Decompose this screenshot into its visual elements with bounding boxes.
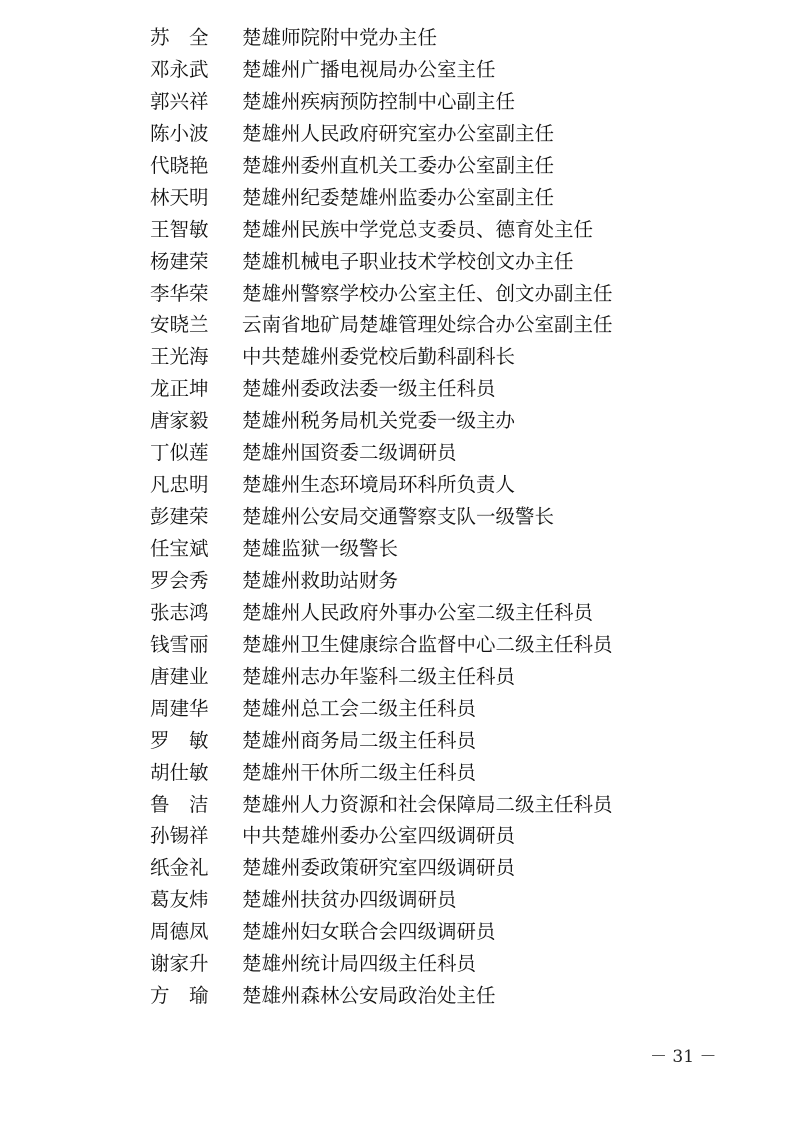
person-name: 罗会秀	[150, 568, 209, 592]
person-name: 彭建荣	[150, 505, 209, 529]
person-title: 楚雄州人民政府外事办公室二级主任科员	[242, 600, 594, 624]
person-title: 楚雄州纪委楚雄州监委办公室副主任	[242, 185, 555, 209]
list-item	[150, 980, 710, 1012]
list-item	[150, 373, 710, 405]
person-name: 张志鸿	[150, 600, 209, 624]
list-item	[150, 597, 710, 629]
person-title: 楚雄州广播电视局办公室主任	[242, 57, 496, 81]
list-item	[150, 54, 710, 86]
list-item	[150, 725, 710, 757]
person-title: 楚雄州国资委二级调研员	[242, 441, 457, 465]
person-title: 楚雄州疾病预防控制中心副主任	[242, 89, 516, 113]
person-name: 谢家升	[150, 952, 209, 976]
person-title: 云南省地矿局楚雄管理处综合办公室副主任	[242, 313, 613, 337]
person-title: 楚雄州警察学校办公室主任、创文办副主任	[242, 281, 613, 305]
person-title: 楚雄州干休所二级主任科员	[242, 760, 477, 784]
list-item	[150, 341, 710, 373]
list-item	[150, 789, 710, 821]
list-item	[150, 852, 710, 884]
person-title: 楚雄州妇女联合会四级调研员	[242, 920, 496, 944]
list-item	[150, 820, 710, 852]
person-name: 钱雪丽	[150, 632, 209, 656]
person-title: 楚雄州委政法委一级主任科员	[242, 377, 496, 401]
person-title: 中共楚雄州委党校后勤科副科长	[242, 345, 516, 369]
person-name: 罗 敏	[150, 728, 209, 752]
person-name: 安晓兰	[150, 313, 209, 337]
list-item	[150, 501, 710, 533]
person-name: 李华荣	[150, 281, 209, 305]
person-title: 楚雄州志办年鉴科二级主任科员	[242, 664, 516, 688]
person-title: 楚雄监狱一级警长	[242, 537, 399, 560]
person-name: 周德凤	[150, 920, 209, 944]
person-title: 楚雄州人民政府研究室办公室副主任	[242, 121, 555, 145]
person-name: 凡忠明	[150, 473, 209, 497]
person-title: 楚雄州民族中学党总支委员、德育处主任	[242, 217, 594, 241]
person-title: 楚雄州救助站财务	[242, 568, 399, 592]
person-title: 楚雄州森林公安局政治处主任	[242, 984, 496, 1008]
list-item	[150, 916, 710, 948]
person-title: 楚雄州扶贫办四级调研员	[242, 888, 457, 912]
person-name: 王智敏	[150, 217, 209, 241]
person-title: 楚雄州税务局机关党委一级主办	[242, 409, 516, 433]
person-name: 唐建业	[150, 664, 209, 688]
list-item	[150, 182, 710, 214]
list-item	[150, 469, 710, 501]
list-item	[150, 150, 710, 182]
list-item	[150, 214, 710, 246]
person-title: 楚雄州委政策研究室四级调研员	[242, 856, 516, 880]
list-item	[150, 565, 710, 597]
list-item	[150, 884, 710, 916]
list-item	[150, 405, 710, 437]
person-title: 中共楚雄州委办公室四级调研员	[242, 824, 516, 848]
person-name: 苏 全	[150, 26, 209, 49]
person-name: 胡仕敏	[150, 760, 209, 784]
person-name: 林天明	[150, 185, 209, 209]
person-name: 代晓艳	[150, 153, 209, 177]
person-title: 楚雄州人力资源和社会保障局二级主任科员	[242, 792, 613, 816]
list-item	[150, 118, 710, 150]
person-name: 任宝斌	[150, 537, 209, 560]
person-name: 杨建荣	[150, 249, 209, 273]
person-name: 纸金礼	[150, 856, 209, 880]
person-name: 邓永武	[150, 57, 209, 81]
list-item	[150, 757, 710, 789]
page-number: － 31 －	[650, 1047, 717, 1067]
list-item	[150, 693, 710, 725]
person-title: 楚雄州统计局四级主任科员	[242, 952, 477, 976]
list-item	[150, 278, 710, 310]
list-item	[150, 661, 710, 693]
person-name: 方 瑜	[150, 984, 209, 1008]
person-name: 王光海	[150, 345, 209, 369]
person-title: 楚雄机械电子职业技术学校创文办主任	[242, 249, 574, 273]
list-item	[150, 629, 710, 661]
person-name: 唐家毅	[150, 409, 209, 433]
list-item	[150, 437, 710, 469]
personnel-list	[150, 22, 710, 1012]
person-name: 葛友炜	[150, 888, 209, 912]
person-title: 楚雄师院附中党办主任	[242, 26, 438, 49]
person-name: 鲁 洁	[150, 792, 209, 816]
person-name: 郭兴祥	[150, 89, 209, 113]
person-name: 孙锡祥	[150, 824, 209, 848]
person-name: 丁似莲	[150, 441, 209, 465]
person-title: 楚雄州公安局交通警察支队一级警长	[242, 505, 555, 529]
person-title: 楚雄州委州直机关工委办公室副主任	[242, 153, 555, 177]
list-item	[150, 533, 710, 565]
person-title: 楚雄州商务局二级主任科员	[242, 728, 477, 752]
person-title: 楚雄州总工会二级主任科员	[242, 696, 477, 720]
list-item	[150, 86, 710, 118]
list-item	[150, 22, 710, 54]
person-title: 楚雄州生态环境局环科所负责人	[242, 473, 516, 497]
person-title: 楚雄州卫生健康综合监督中心二级主任科员	[242, 632, 613, 656]
list-item	[150, 309, 710, 341]
person-name: 周建华	[150, 696, 209, 720]
list-item	[150, 948, 710, 980]
person-name: 龙正坤	[150, 377, 209, 401]
list-item	[150, 246, 710, 278]
person-name: 陈小波	[150, 121, 209, 145]
